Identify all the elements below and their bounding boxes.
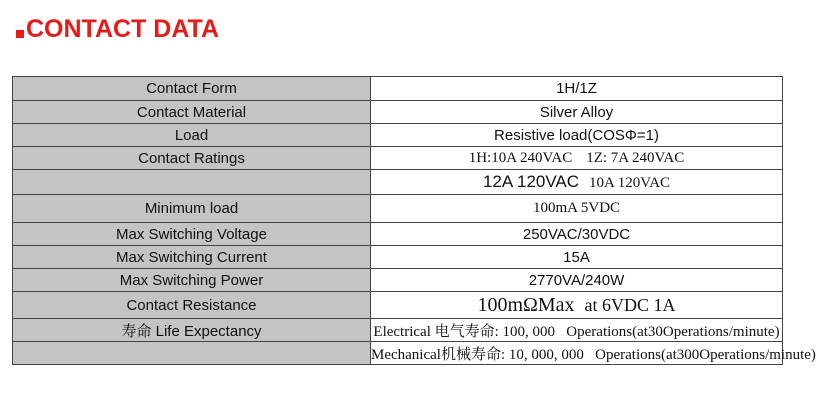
row-value: 15A	[371, 246, 783, 269]
row-label: Max Switching Power	[13, 269, 371, 292]
row-label	[13, 342, 371, 365]
table-row	[13, 223, 783, 246]
row-label: Max Switching Current	[13, 246, 371, 269]
table-row	[13, 342, 783, 365]
mechanical-life-rate: Operations(at300Operations/minute)	[595, 346, 816, 363]
rating-1z: 1Z: 7A 240VAC	[586, 149, 685, 166]
contact-resistance-condition: at 6VDC 1A	[584, 294, 676, 315]
row-value	[371, 147, 783, 170]
row-value: 250VAC/30VDC	[371, 223, 783, 246]
row-label: 寿命 Life Expectancy	[13, 319, 371, 342]
row-label: Contact Form	[13, 77, 371, 101]
row-label: Contact Resistance	[13, 292, 371, 319]
table-row	[13, 101, 783, 124]
row-value	[371, 195, 783, 223]
table-row	[13, 319, 783, 342]
row-value	[371, 170, 783, 195]
rating-1h: 1H:10A 240VAC	[468, 149, 573, 166]
row-label: Contact Material	[13, 101, 371, 124]
row-value: Resistive load(COSΦ=1)	[371, 124, 783, 147]
row-label	[13, 170, 371, 195]
table-row	[13, 195, 783, 223]
table-row	[13, 124, 783, 147]
row-label: Max Switching Voltage	[13, 223, 371, 246]
row-label: Contact Ratings	[13, 147, 371, 170]
table-row	[13, 170, 783, 195]
table-row	[13, 292, 783, 319]
minimum-load-current: 100mA	[532, 200, 578, 216]
table-row	[13, 269, 783, 292]
section-title-text: CONTACT DATA	[26, 14, 220, 43]
table-row	[13, 147, 783, 170]
row-value	[371, 319, 783, 342]
contact-resistance-value: 100mΩMax	[477, 293, 575, 316]
rating-120vac-b: 10A 120VAC	[589, 175, 671, 191]
row-value: 1H/1Z	[371, 77, 783, 101]
mechanical-life: Mechanical机械寿命: 10, 000, 000	[371, 346, 584, 363]
electrical-life: Electrical 电气寿命: 100, 000	[373, 323, 556, 340]
contact-data-table	[12, 76, 816, 365]
rating-120vac-a: 12A 120VAC	[482, 172, 580, 191]
table-row	[13, 246, 783, 269]
electrical-life-rate: Operations(at30Operations/minute)	[566, 323, 780, 340]
row-value: 2770VA/240W	[371, 269, 783, 292]
row-value: Silver Alloy	[371, 101, 783, 124]
row-label: Load	[13, 124, 371, 147]
row-label: Minimum load	[13, 195, 371, 223]
row-value	[371, 342, 816, 365]
section-title	[16, 14, 219, 44]
row-value	[371, 292, 783, 319]
minimum-load-voltage: 5VDC	[580, 200, 621, 216]
table-row	[13, 77, 783, 101]
bullet-square-icon	[16, 30, 24, 38]
